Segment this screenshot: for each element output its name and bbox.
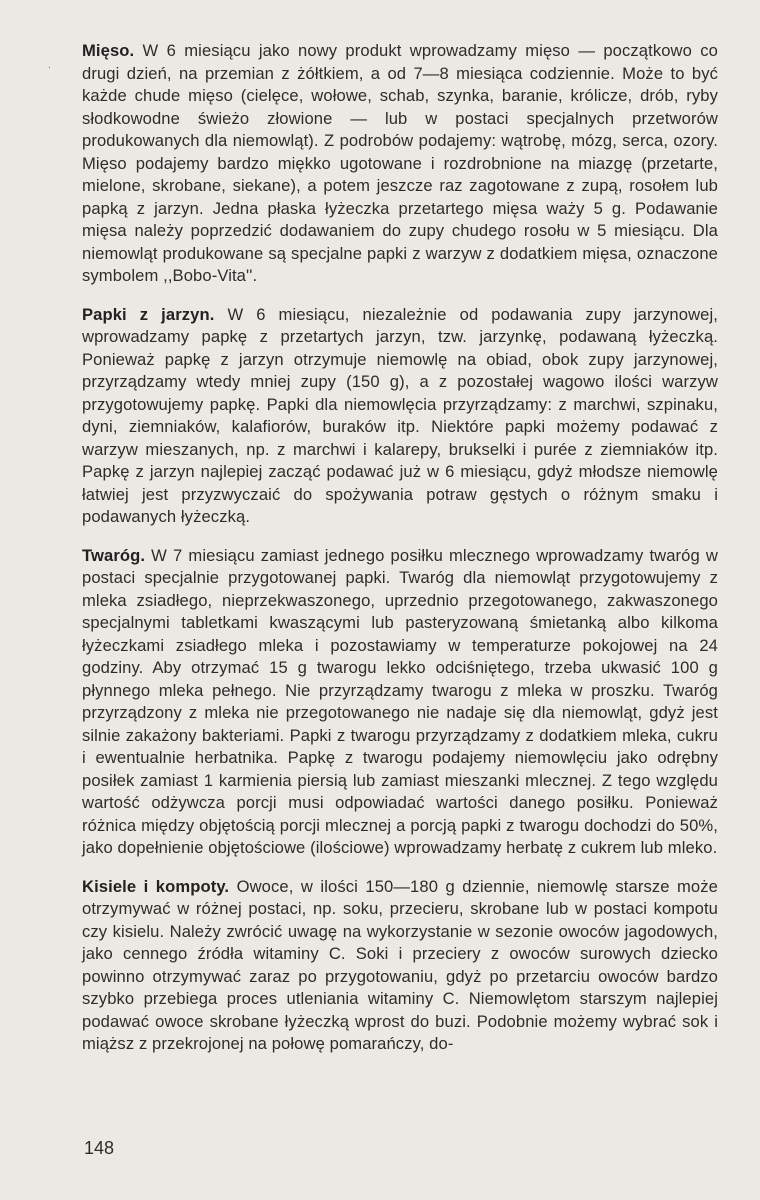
section-heading: Mięso. [82,41,143,60]
paragraph-mieso [82,40,718,288]
section-body: W 6 miesiącu jako nowy produkt wprowadzamy mięso — początkowo co drugi dzień, na przemian z żółtkiem, a od 7—8 miesiąca codziennie. Może to być każde chude mięso (cielęce, wołowe, schab, szynka, baranie, królicze, drób, ryby słodkowodne świeżo złowione — lub w postaci specjalnych przetworów produkowanych dla niemowląt). Z podrobów podajemy: wątrobę, mózg, serca, ozory. Mięso podajemy bardzo miękko ugotowane i rozdrobnione na miazgę (przetarte, mielone, skrobane, siekane), a potem jeszcze raz zagotowane z zupą, rosołem lub papką z jarzyn. Jedna płaska łyżeczka przetartego mięsa waży 5 g. Podawanie mięsa należy poprzedzić dodawaniem do zupy chudego rosołu w 5 miesiącu. Dla niemowląt produkowane są specjalne papki z warzyw z dodatkiem mięsa, oznaczone symbolem ,,Bobo-Vita''. [82,41,718,285]
section-heading: Papki z jarzyn. [82,304,228,324]
page-content [82,40,718,1072]
paragraph-kisiele-i-kompoty [82,876,718,1056]
section-heading: Kisiele i kompoty. [82,876,237,896]
section-body: W 6 miesiącu, niezależnie od podawania zupy jarzynowej, wprowadzamy papkę z przetartych jarzyn, tzw. jarzynkę, podawaną łyżeczką. Ponieważ papkę z jarzyn otrzymuje niemowlę na obiad, obok zupy jarzynowej, przyrządzamy wtedy mniej zupy (150 g), a z pozostałej wagowo ilości warzyw przygotowujemy papkę. Papki dla niemowlęcia przyrządzamy: z marchwi, szpinaku, dyni, ziemniaków, kalafiorów, buraków itp. Niektóre papki możemy podawać z warzyw mieszanych, np. z marchwi i kalarepy, brukselki i purée z ziemniaków itp. Papkę z jarzyn najlepiej zacząć podawać już w 6 miesiącu, gdyż młodsze niemowlę łatwiej jest przyzwyczaić do spożywania potraw gęstych o różnym smaku i podawanych łyżeczką. [82,304,718,526]
section-heading: Twaróg. [82,545,152,565]
section-body: W 7 miesiącu zamiast jednego posiłku mlecznego wprowadzamy twaróg w postaci specjalnie przygotowanej papki. Twaróg dla niemowląt przygotowujemy z mleka zsiadłego, nieprzekwaszonego, uprzednio przegotowanego, zakwaszonego specjalnymi tabletkami kwaszącymi lub pasteryzowaną śmietanką albo kilkoma łyżeczkami zsiadłego mleka i pozostawiamy w temperaturze pokojowej na 24 godziny. Aby otrzymać 15 g twarogu lekko odciśniętego, trzeba ukwasić 100 g płynnego mleka pełnego. Nie przyrządzamy twarogu z mleka w proszku. Twaróg przyrządzony z mleka nie przegotowanego nie nadaje się dla niemowląt, gdyż jest silnie zakażony bakteriami. Papki z twarogu przyrządzamy z dodatkiem mleka, cukru i ewentualnie herbatnika. Papkę z twarogu podajemy niemowlęciu jako odrębny posiłek zamiast 1 karmienia piersią lub zamiast mieszanki mlecznej. Z tego względu wartość odżywcza porcji musi odpowiadać wartości danego posiłku. Ponieważ różnica między objętością porcji mlecznej a porcją papki z twarogu dochodzi do 50%, jako dopełnienie objętościowe (ilościowe) wprowadzamy herbatę z cukrem lub mleko. [82,545,719,857]
page-number: 148 [84,1138,115,1158]
margin-dot: . [48,60,51,71]
section-body: Owoce, w ilości 150—180 g dziennie, niemowlę starsze może otrzymywać w różnej postaci, np. soku, przecieru, skrobane lub w postaci kompotu czy kisielu. Należy zwrócić uwagę na wykorzystanie w sezonie owoców jagodowych, jako cennego źródła witaminy C. Soki i przeciery z owoców surowych dziecko powinno otrzymywać zaraz po przygotowaniu, gdyż po przetarciu owoców bardzo szybko przebiega proces utleniania witaminy C. Niemowlętom starszym najlepiej podawać owoce skrobane łyżeczką wprost do buzi. Podobnie możemy wybrać sok i miąższ z przekrojonej na połowę pomarańczy, do- [82,876,718,1053]
paragraph-twarog [82,545,718,860]
paragraph-papki-z-jarzyn [82,304,718,529]
